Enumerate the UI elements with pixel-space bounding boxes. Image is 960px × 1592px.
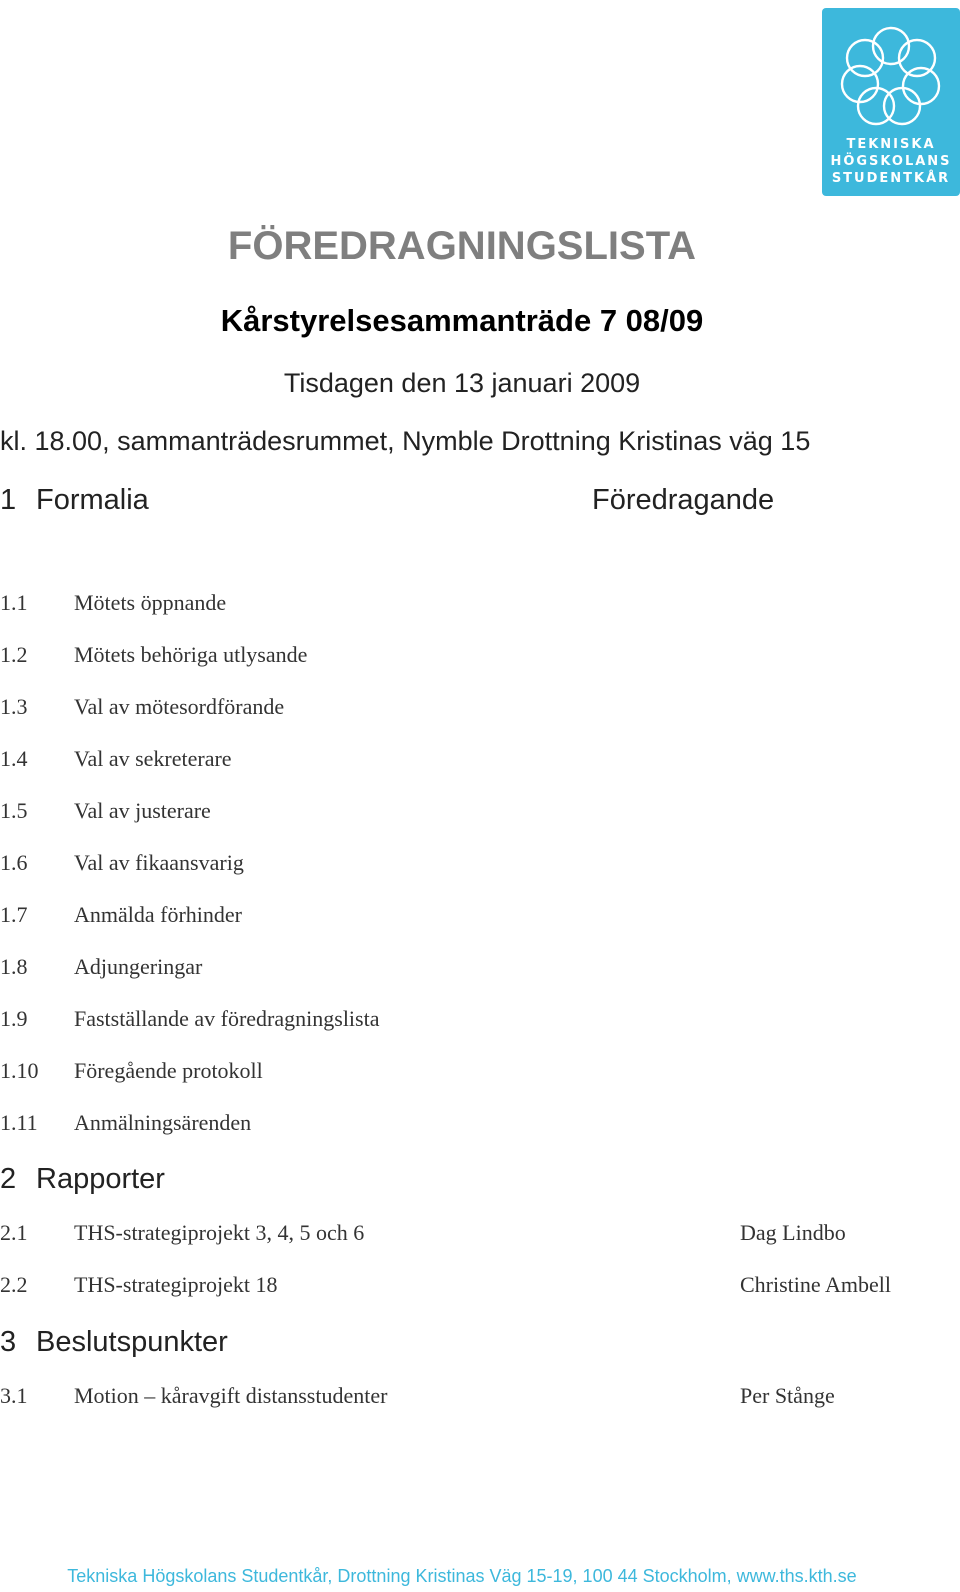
section-heading-formalia [0,484,960,517]
logo-line: STUDENTKÅR [831,171,951,186]
item-text: Motion – kåravgift distansstudenter [74,1383,388,1408]
item-number: 3.1 [0,1383,28,1408]
agenda-item [0,902,960,932]
item-number: 2.1 [0,1220,28,1245]
page-footer: Tekniska Högskolans Studentkår, Drottning Kristinas Väg 15-19, 100 44 Stockholm, www.ths.kth.se [67,1566,857,1586]
item-text: Val av fikaansvarig [74,850,244,875]
section-title: Beslutspunkter [36,1326,228,1358]
item-presenter: Per Stånge [740,1383,835,1408]
item-text: Föregående protokoll [74,1058,263,1083]
item-text: Val av justerare [74,798,211,823]
agenda-item [0,1383,960,1413]
section-title: Rapporter [36,1163,165,1195]
item-presenter: Dag Lindbo [740,1220,846,1245]
item-text: THS-strategiprojekt 3, 4, 5 och 6 [74,1220,365,1245]
section-number: 3 [0,1326,17,1358]
ths-logo [822,8,960,196]
item-number: 1.4 [0,746,28,771]
item-presenter: Christine Ambell [740,1272,891,1297]
item-number: 1.7 [0,902,28,927]
item-text: Fastställande av föredragningslista [74,1006,380,1031]
section-number: 1 [0,484,17,516]
agenda-item [0,590,960,620]
logo-line: TEKNISKA [846,137,936,152]
item-text: Mötets behöriga utlysande [74,642,308,667]
section-title: Formalia [36,484,149,516]
item-text: Adjungeringar [74,954,203,979]
interlocking-rings-logo-icon [834,22,948,126]
agenda-item [0,746,960,776]
agenda-item [0,1006,960,1036]
logo-wordmark [822,136,960,187]
document-title: FÖREDRAGNINGSLISTA [227,224,697,268]
agenda-item [0,642,960,672]
item-number: 1.11 [0,1110,38,1135]
agenda-item [0,954,960,984]
item-text: Anmälda förhinder [74,902,242,927]
item-text: Val av mötesordförande [74,694,285,719]
item-number: 1.6 [0,850,28,875]
section-number: 2 [0,1163,17,1195]
item-number: 1.10 [0,1058,39,1083]
meeting-title: Kårstyrelsesammanträde 7 08/09 [220,303,704,338]
agenda-item [0,1058,960,1088]
item-text: Mötets öppnande [74,590,227,615]
item-number: 1.3 [0,694,28,719]
item-number: 1.8 [0,954,28,979]
meeting-date: Tisdagen den 13 januari 2009 [283,368,641,398]
agenda-item [0,798,960,828]
item-number: 1.1 [0,590,28,615]
item-number: 1.9 [0,1006,28,1031]
agenda-item [0,1272,960,1302]
section-heading-rapporter [0,1163,960,1196]
item-text: THS-strategiprojekt 18 [74,1272,278,1297]
item-number: 2.2 [0,1272,28,1297]
presenter-column-heading: Föredragande [592,484,775,516]
item-text: Anmälningsärenden [74,1110,252,1135]
meeting-place: kl. 18.00, sammanträdesrummet, Nymble Drottning Kristinas väg 15 [0,426,811,456]
item-number: 1.5 [0,798,28,823]
item-number: 1.2 [0,642,28,667]
agenda-item [0,850,960,880]
logo-line: HÖGSKOLANS [830,154,952,169]
agenda-item [0,1110,960,1140]
section-heading-beslutspunkter [0,1326,960,1359]
agenda-item [0,1220,960,1250]
agenda-item [0,694,960,724]
item-text: Val av sekreterare [74,746,232,771]
